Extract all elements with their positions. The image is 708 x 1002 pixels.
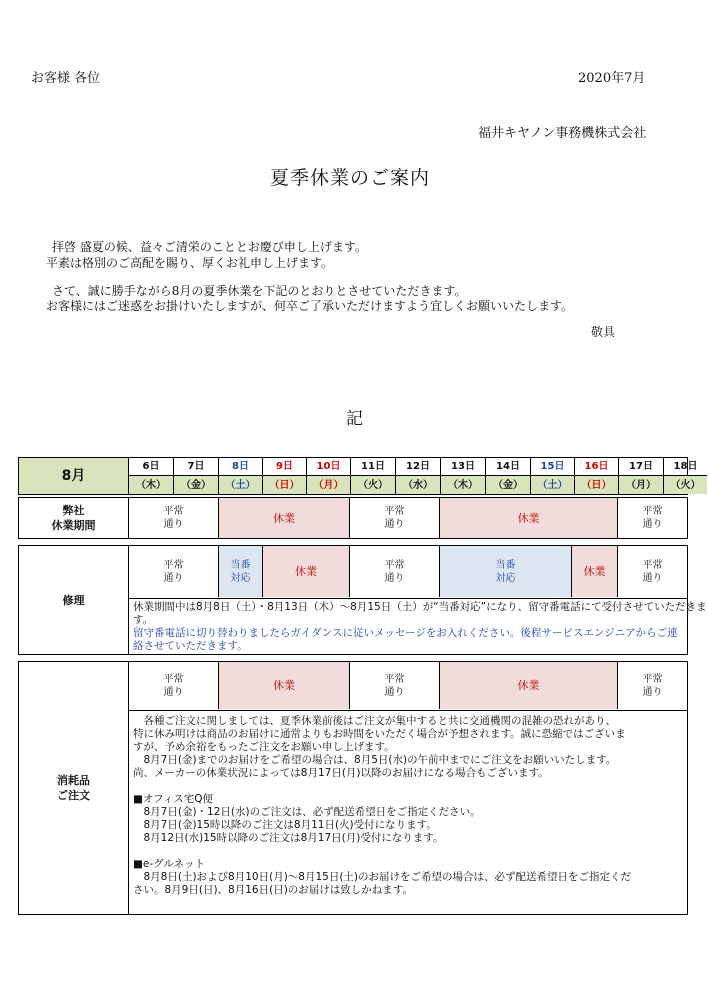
normal-cell: 平常 通り	[642, 506, 663, 530]
office-holiday-label: 弊社 休業期間	[19, 498, 129, 538]
day-date: 18日	[664, 458, 707, 476]
day-date: 8日	[219, 458, 263, 476]
closing: 敬具	[591, 325, 616, 339]
normal-cell: 平常 通り	[350, 662, 440, 709]
normal-cell: 平常 通り	[350, 546, 440, 597]
day-date: 17日	[619, 458, 664, 476]
supplies-label: 消耗品 ご注文	[19, 662, 129, 914]
day-of-week: （日）	[263, 476, 307, 494]
duty-cell: 当番 対応	[219, 546, 263, 597]
day-date: 16日	[575, 458, 619, 476]
normal-cell: 平常 通り	[129, 662, 219, 709]
normal-cell: 平常 通り	[642, 673, 663, 698]
day-of-week: （木）	[129, 476, 174, 494]
supplies-note: 各種ご注文に関しましては、夏季休業前後はご注文が集中すると共に交通機関の混雑の恐れがあり、 特に休み明けは商品のお届けに通常よりもお時間をいただく場合が予想されます。誠に恐縮ではございま すが、予め余裕をもったご注文をお願い申し上げます。 8月7日(金)までのお届けをご希望の場合は、8月5日(水)の午前中までにご注文をお願いいたします。 尚、メーカーの休業状況によっては8月17日(月)以降のお届けになる場合もございます。 ■オフィス宅Q便 8月7日(金)・12日(水)のご注文は、必ず配送希望日をご指定ください。 8月7日(金)15時以降のご注文は8月11日(火)受付になります。 8月12日(水)15時以降のご注文は8月17日(月)受付になります。 ■e-グルネット 8月8日(土)および8月10日(月)～8月15日(土)のお届けをご希望の場合は、必ず配送希望日をご指定くだ さい。8月9日(日)、8月16日(日)のお届けは致しかねます。	[133, 715, 632, 896]
calendar-header	[18, 457, 701, 495]
supplies-section	[18, 661, 688, 915]
normal-cell: 平常 通り	[129, 546, 219, 597]
holiday-cell: 休業	[219, 498, 350, 538]
holiday-cell: 休業	[263, 546, 350, 597]
day-date: 13日	[441, 458, 486, 476]
day-of-week: （金）	[486, 476, 531, 494]
ki-heading: 記	[346, 409, 363, 429]
holiday-cell: 休業	[440, 498, 618, 538]
day-date: 9日	[263, 458, 307, 476]
office-q-heading: ■オフィス宅Q便	[133, 793, 214, 805]
repair-section	[18, 545, 707, 655]
day-date: 12日	[396, 458, 441, 476]
day-of-week: （火）	[664, 476, 707, 494]
day-date: 14日	[486, 458, 531, 476]
repair-label: 修理	[19, 546, 129, 654]
greeting-line: 平素は格別のご高配を賜り、厚くお礼申し上げます。	[46, 256, 334, 270]
day-of-week: （土）	[219, 476, 263, 494]
day-of-week: （月）	[307, 476, 351, 494]
month-label: 8月	[19, 458, 129, 494]
holiday-cell: 休業	[219, 662, 350, 709]
day-of-week: （金）	[174, 476, 219, 494]
issue-date: 2020年7月	[578, 71, 646, 86]
day-date: 7日	[174, 458, 219, 476]
day-of-week: （月）	[619, 476, 664, 494]
day-date: 15日	[531, 458, 575, 476]
greeting-line: お客様にはご迷惑をお掛けいたしますが、何卒ご了承いただけますよう宜しくお願いいたします。	[46, 299, 574, 313]
holiday-cell: 休業	[572, 546, 618, 597]
day-date: 10日	[307, 458, 351, 476]
e-gurunet-heading: ■e-グルネット	[133, 858, 206, 870]
repair-note: 休業期間中は8月8日（土）・8月13日（木）～8月15日（土）が“当番対応”になり、留守番電話にて受付させていただきま す。 留守番電話に切り替わりましたらガイダンスに従いメッセージをお入れください。後程サービスエンジニアからご連 絡させていただきます。	[133, 601, 707, 652]
day-of-week: （水）	[396, 476, 441, 494]
holiday-cell: 休業	[440, 662, 618, 709]
day-date: 6日	[129, 458, 174, 476]
page-title: 夏季休業のご案内	[270, 167, 431, 189]
duty-cell: 当番 対応	[440, 546, 572, 597]
company-name: 福井キヤノン事務機株式会社	[478, 126, 647, 141]
day-of-week: （木）	[441, 476, 486, 494]
day-date: 11日	[351, 458, 396, 476]
recipient: お客様 各位	[31, 71, 101, 86]
day-of-week: （土）	[531, 476, 575, 494]
day-of-week: （火）	[351, 476, 396, 494]
normal-cell: 平常 通り	[129, 498, 219, 538]
greeting-line: 拝啓 盛夏の候、益々ご清栄のこととお慶び申し上げます。	[52, 240, 367, 254]
normal-cell: 平常 通り	[350, 498, 440, 538]
office-holiday-row	[18, 497, 688, 539]
day-of-week: （日）	[575, 476, 619, 494]
normal-cell: 平常 通り	[642, 559, 663, 584]
greeting-line: さて、誠に勝手ながら8月の夏季休業を下記のとおりとさせていただきます。	[52, 284, 467, 298]
